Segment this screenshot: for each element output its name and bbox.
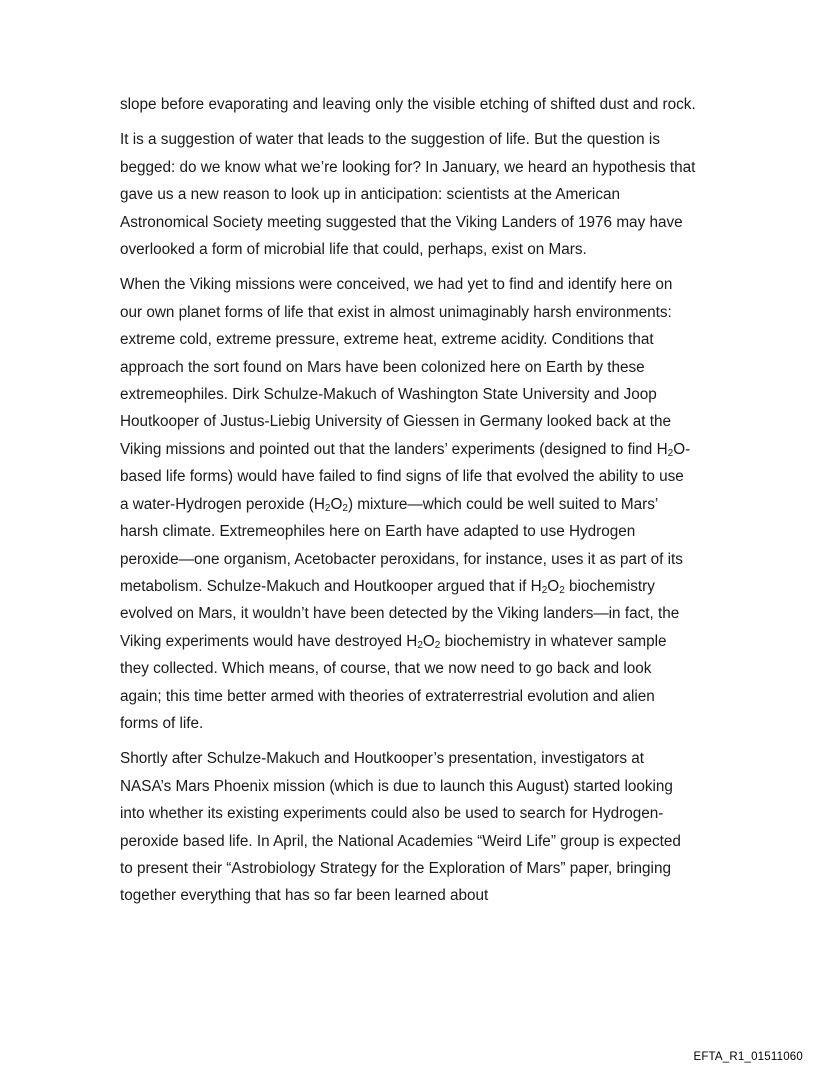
subscript: 2 [417, 639, 423, 651]
text-run: slope before evaporating and leaving only the visible etching of shifted dust and rock. [120, 96, 696, 113]
subscript: 2 [559, 584, 565, 596]
paragraph [120, 91, 696, 118]
text-run: O [330, 495, 343, 513]
paragraph [120, 126, 696, 263]
text-run: Shortly after Schulze-Makuch and Houtkooper’s presentation, investigators at NASA’s Mars Phoenix mission (which is due to launch this August) started looking into whether its existing experiments could also be used to search for Hydrogen-peroxide based life. In April, the National Academies “Weird Life” group is expected to present their “Astrobiology Strategy for the Exploration of Mars” paper, bringing together everything that has so far been learned about [120, 750, 681, 905]
text-run: O [547, 577, 560, 595]
subscript: 2 [434, 639, 441, 651]
text-run: O-based life forms) would have failed to find signs of life that evolved the ability to use a water-Hydrogen peroxide (H [120, 440, 691, 513]
text-run: O [422, 632, 435, 650]
paragraph [120, 271, 696, 737]
text-run: When the Viking missions were conceived, we had yet to find and identify here on our own planet forms of life that exist in almost unimaginably harsh environments: extreme cold, extreme pressure, extreme heat, extreme acidity. Conditions that approach the sort found on Mars have been colonized here on Earth by these extremeophiles. Dirk Schulze-Makuch of Washington State University and Joop Houtkooper of Justus-Liebig University of Giessen in Germany looked back at the Viking missions and pointed out that the landers’ experiments (designed to find H [120, 276, 673, 458]
subscript: 2 [541, 584, 548, 596]
text-run: It is a suggestion of water that leads to the suggestion of life. But the question is begged: do we know what we’re looking for? In January, we heard an hypothesis that gave us a new reason to look up in anticipation: scientists at the American Astronomical Society meeting suggested that the Viking Landers of 1976 may have overlooked a form of microbial life that could, perhaps, exist on Mars. [120, 131, 696, 259]
text-run: biochemistry in whatever sample they collected. Which means, of course, that we now need to go back and look again; this time better armed with theories of extraterrestrial evolution and alien forms of life. [120, 632, 667, 732]
subscript: 2 [667, 447, 674, 459]
text-run: ) mixture—which could be well suited to Mars’ harsh climate. Extremeophiles here on Earth have adapted to use Hydrogen peroxide—one organism, Acetobacter peroxidans, for instance, uses it as part of its metabolism. Schulze-Makuch and Houtkooper argued that if H [120, 495, 683, 595]
subscript: 2 [324, 502, 331, 514]
paragraph [120, 745, 696, 909]
text-run: biochemistry evolved on Mars, it wouldn’t have been detected by the Viking landers—in fact, the Viking experiments would have destroyed H [120, 577, 680, 650]
document-id: EFTA_R1_01511060 [693, 1051, 803, 1063]
document-body [120, 91, 696, 918]
subscript: 2 [342, 502, 348, 514]
